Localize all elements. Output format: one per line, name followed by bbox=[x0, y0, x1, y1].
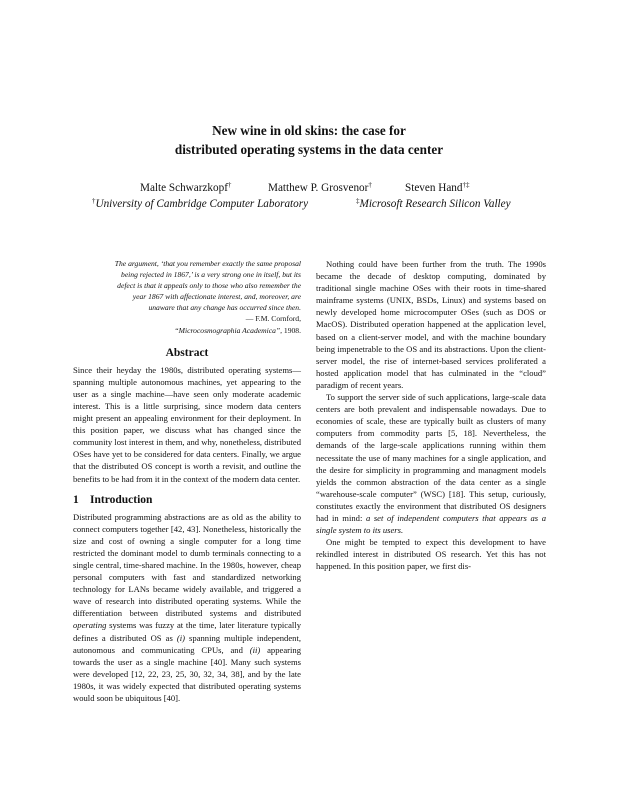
epigraph-source bbox=[73, 325, 301, 336]
epigraph-line: The argument, ‘that you remember exactly the same proposal bbox=[114, 259, 301, 268]
abstract-text: Since their heyday the 1980s, distributed operating systems—spanning multiple autonomous machines, yet appearing to the user as a single machine—have seen only moderate academic interest. This is a little surprising, since modern data centers might present an appealing environment for their deployment. In this position paper, we discuss what has changed since the community lost interest in them, and why, nonetheless, distributed OSes have yet to be considered for data centers. Finally, we argue that the distributed OS concept is worth a revisit, and outline the benefits to be had from it in the context of the modern data center. bbox=[73, 364, 301, 484]
paper-title bbox=[0, 121, 618, 159]
epigraph-source-title: “Microcosmographia Academica” bbox=[174, 325, 281, 335]
author-3: Steven Hand†‡ bbox=[405, 181, 470, 194]
title-line-2: distributed operating systems in the data center bbox=[174, 142, 444, 157]
affiliation-2: ‡Microsoft Research Silicon Valley bbox=[356, 197, 511, 210]
epigraph bbox=[73, 258, 301, 336]
section-number: 1 bbox=[73, 493, 79, 506]
right-column bbox=[316, 258, 546, 572]
left-column bbox=[73, 258, 301, 704]
intro-paragraph-2: Nothing could have been further from the truth. The 1990s became the decade of desktop computing, dominated by traditional single machine OSes with their roots in time-shared mainframe systems (UNIX, BSDs, Linux) and systems based on newly developed home microcomputer OSes (such as DOS or MacOS). Distributed operation happened at the application level, based on a client-server model, and with the machine boundary being impenetrable to the OS and its abstractions. Upon the client-server model, the rise of internet-based services proliferated a hosted application model that has culminated in the “cloud” paradigm of recent years. bbox=[316, 259, 546, 390]
abstract-heading: Abstract bbox=[165, 346, 209, 359]
epigraph-line: being rejected in 1867,’ is a very strong one in itself, but its bbox=[121, 270, 301, 280]
epigraph-line: unaware that any change has occurred since then. bbox=[148, 303, 301, 313]
epigraph-source-year: , 1908. bbox=[280, 325, 301, 335]
affiliation-1: †University of Cambridge Computer Laboratory bbox=[92, 197, 309, 210]
section-heading-introduction bbox=[73, 493, 301, 507]
epigraph-line: year 1867 with affectionate interest, and, moreover, are bbox=[132, 292, 301, 302]
title-line-1: New wine in old skins: the case for bbox=[212, 123, 406, 138]
epigraph-author: — F.M. Cornford, bbox=[245, 314, 301, 324]
intro-paragraph-4: One might be tempted to expect this development to have rekindled interest in distributed OS research. Yet this has not happened. In this position paper, we first dis- bbox=[316, 537, 546, 572]
author-1: Malte Schwarzkopf† bbox=[140, 181, 232, 194]
intro-paragraph-1: Distributed programming abstractions are as old as the ability to connect computers together [42, 43]. Nonetheless, historically the size and cost of owning a single computer for a long time restricted the dominant model to dumb terminals connecting to a single central, time-shared machine. In the 1980s, however, cheap personal computers with fast and standardized networking technology for LANs became widely available, and triggered a wave of research into distributed operating systems. While the differentiation between distributed systems and distributed operating systems was fuzzy at the time, later literature typically defines a distributed OS as (i) spanning multiple independent, autonomous and communicating CPUs, and (ii) appearing towards the user as a single machine [40]. Many such systems were developed [12, 22, 23, 25, 30, 32, 34, 38], and by the late 1980s, it was widely expected that distributed operating systems would soon be ubiquitous [40]. bbox=[73, 511, 301, 703]
section-title: Introduction bbox=[90, 493, 153, 506]
epigraph-line: defect is that it appeals only to those who also remember the bbox=[117, 281, 301, 291]
author-2: Matthew P. Grosvenor† bbox=[268, 181, 372, 194]
intro-paragraph-3: To support the server side of such applications, large-scale data centers are both prevalent and indispensable nowadays. Due to economies of scale, these are typically built as clusters of many computers from commodity parts [5, 18]. Nevertheless, the demands of the large-scale applications running within them necessitate the use of many machines for a single application, and the desire for simplicity in programming and managment models yields the common abstraction of the data center as a single “warehouse-scale computer” (WSC) [18]. This setup, curiously, constitutes exactly the environment that distributed OS designers had in mind: a set of independent computers that appears as a single system to its users. bbox=[316, 392, 546, 536]
